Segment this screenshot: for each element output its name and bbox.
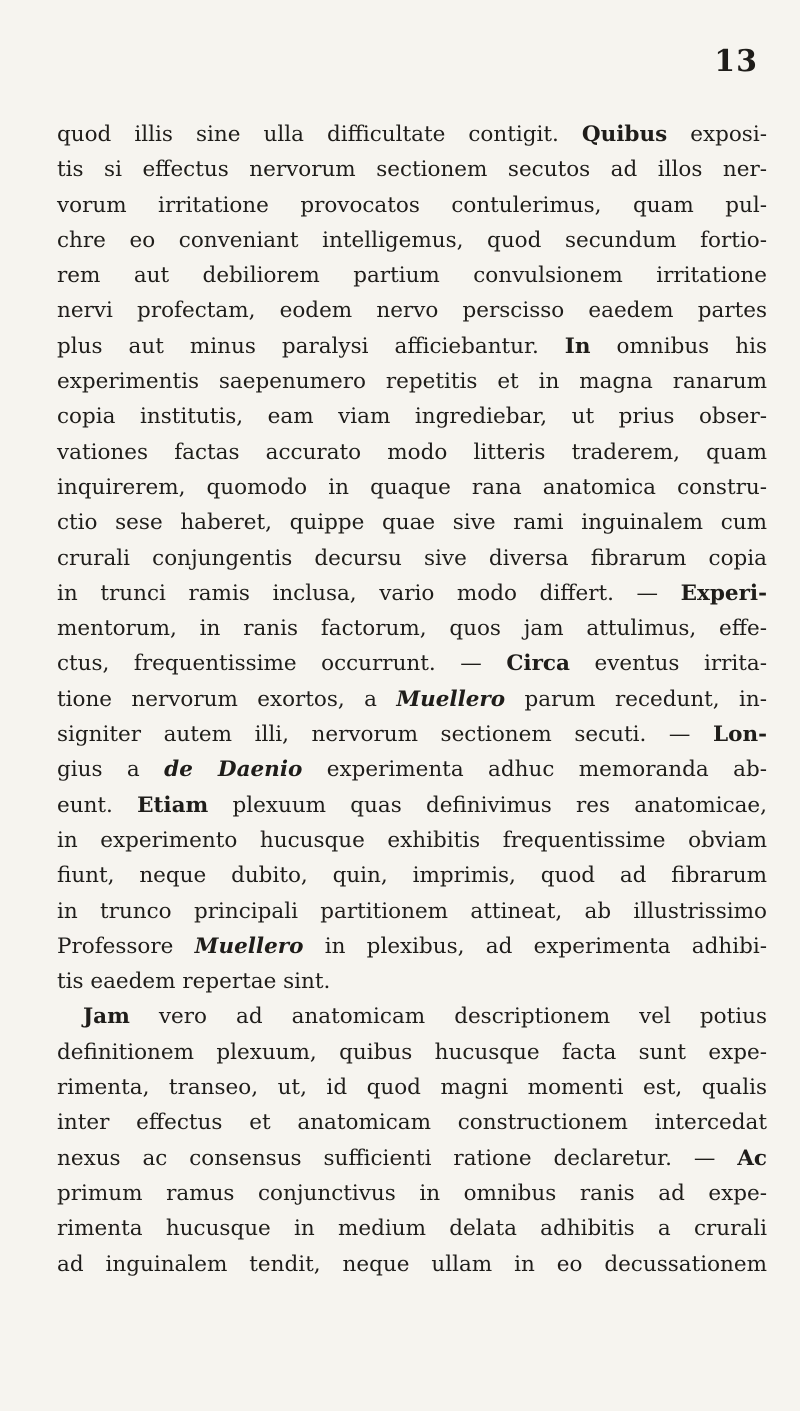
text-segment: vorum irritatione provocatos contulerimus, quam pul-: [57, 192, 767, 218]
text-segment: eventus irrita-: [569, 651, 767, 677]
text-segment: Jam: [83, 1004, 130, 1030]
text-segment: Ac: [737, 1145, 767, 1171]
text-line: [57, 258, 767, 293]
text-segment: Muellero: [194, 933, 304, 959]
text-segment: in trunci ramis inclusa, vario modo differt. —: [57, 580, 681, 606]
text-line: [57, 1211, 767, 1246]
text-segment: in trunco principali partitionem attineat, ab illustrissimo: [57, 898, 767, 924]
text-line: [57, 435, 767, 470]
text-line: [57, 611, 767, 646]
text-segment: inter effectus et anatomicam constructionem intercedat: [57, 1110, 767, 1136]
page-number: 13: [714, 44, 758, 79]
text-line: [57, 1176, 767, 1211]
text-segment: Experi-: [680, 580, 767, 606]
text-segment: ctio sese haberet, quippe quae sive rami inguinalem cum: [57, 510, 767, 536]
text-segment: vationes factas accurato modo litteris traderem, quam: [57, 439, 767, 465]
text-line: [57, 293, 767, 328]
text-line: [57, 1035, 767, 1070]
text-segment: Professore: [57, 933, 195, 959]
text-segment: Circa: [506, 651, 570, 677]
text-segment: Lon-: [712, 722, 767, 748]
text-line: [57, 152, 767, 187]
text-line: [57, 999, 767, 1034]
text-line: [57, 788, 767, 823]
text-line: [57, 929, 767, 964]
text-segment: rem aut debiliorem partium convulsionem irritatione: [57, 263, 767, 289]
text-segment: rimenta, transeo, ut, id quod magni momenti est, qualis: [57, 1075, 767, 1101]
text-segment: In: [564, 333, 591, 359]
text-segment: mentorum, in ranis factorum, quos jam attulimus, effe-: [57, 616, 767, 642]
text-segment: primum ramus conjunctivus in omnibus ranis ad expe-: [57, 1180, 767, 1206]
text-segment: exposi-: [667, 122, 767, 147]
text-segment: Muellero: [396, 686, 506, 712]
text-line: [57, 541, 767, 576]
text-segment: tione nervorum exortos, a: [57, 686, 397, 712]
text-line: [57, 223, 767, 258]
text-segment: eunt.: [57, 792, 138, 818]
text-line: [57, 894, 767, 929]
text-segment: gius a: [57, 757, 165, 783]
text-segment: experimenta adhuc memoranda ab-: [302, 757, 767, 783]
text-segment: inquirerem, quomodo in quaque rana anatomica constru-: [57, 474, 767, 500]
text-segment: fiunt, neque dubito, quin, imprimis, quod ad fibrarum: [57, 863, 767, 889]
text-line: [57, 117, 767, 152]
text-line: [57, 682, 767, 717]
text-segment: quod illis sine ulla difficultate contigit.: [57, 122, 582, 147]
text-segment: crurali conjungentis decursu sive diversa fibrarum copia: [57, 545, 767, 571]
text-line: [57, 188, 767, 223]
text-line: [57, 1247, 767, 1282]
text-segment: de Daenio: [164, 757, 303, 783]
text-line: [57, 576, 767, 611]
text-segment: in plexibus, ad experimenta adhibi-: [303, 933, 767, 959]
text-segment: parum recedunt, in-: [505, 686, 767, 712]
text-segment: definitionem plexuum, quibus hucusque facta sunt expe-: [57, 1039, 767, 1065]
text-segment: ad inguinalem tendit, neque ullam in eo decussationem: [57, 1251, 767, 1277]
text-segment: signiter autem illi, nervorum sectionem secuti. —: [57, 722, 713, 748]
text-line: [57, 505, 767, 540]
text-segment: vero ad anatomicam descriptionem vel potius: [129, 1004, 767, 1030]
body-text: [57, 117, 767, 1282]
text-line: [57, 1105, 767, 1140]
text-segment: tis eaedem repertae sint.: [57, 969, 331, 995]
text-segment: plus aut minus paralysi afficiebantur.: [57, 333, 565, 359]
text-segment: rimenta hucusque in medium delata adhibitis a crurali: [57, 1216, 767, 1242]
text-segment: copia institutis, eam viam ingrediebar, ut prius obser-: [57, 404, 767, 430]
text-line: [57, 646, 767, 681]
text-segment: nexus ac consensus sufficienti ratione declaretur. —: [57, 1145, 738, 1171]
text-line: [57, 823, 767, 858]
text-line: [57, 964, 767, 999]
text-line: [57, 752, 767, 787]
text-line: [57, 470, 767, 505]
text-segment: ctus, frequentissime occurrunt. —: [57, 651, 507, 677]
text-segment: Quibus: [581, 122, 668, 147]
text-line: [57, 717, 767, 752]
text-line: [57, 858, 767, 893]
text-line: [57, 329, 767, 364]
text-segment: omnibus his: [590, 333, 767, 359]
text-line: [57, 364, 767, 399]
text-line: [57, 1141, 767, 1176]
text-segment: plexuum quas definivimus res anatomicae,: [208, 792, 767, 818]
text-segment: experimentis saepenumero repetitis et in magna ranarum: [57, 369, 767, 395]
text-segment: nervi profectam, eodem nervo perscisso eaedem partes: [57, 298, 767, 324]
text-segment: Etiam: [137, 792, 209, 818]
text-line: [57, 1070, 767, 1105]
text-segment: in experimento hucusque exhibitis frequentissime obviam: [57, 827, 767, 853]
text-line: [57, 399, 767, 434]
text-segment: tis si effectus nervorum sectionem secutos ad illos ner-: [57, 157, 767, 183]
text-segment: chre eo conveniant intelligemus, quod secundum fortio-: [57, 227, 767, 253]
